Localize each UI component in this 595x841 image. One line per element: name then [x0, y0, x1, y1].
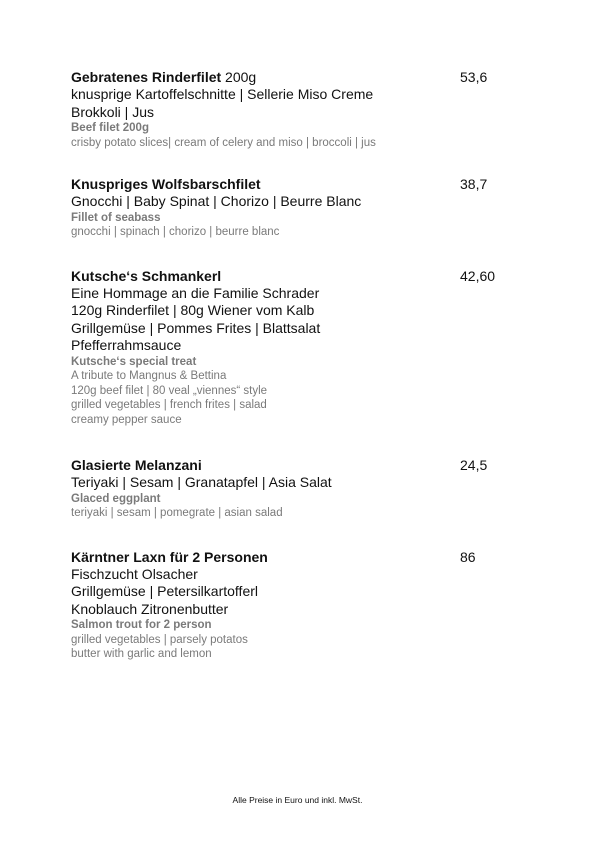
dish-name-en: Beef filet 200g [71, 122, 149, 134]
dish-description-de: 120g Rinderfilet | 80g Wiener vom Kalb [71, 302, 315, 318]
dish-description-en: A tribute to Mangnus & Bettina [71, 370, 227, 382]
dish-price: 86 [460, 548, 476, 565]
dish-description-de: Eine Hommage an die Familie Schrader [71, 284, 320, 301]
dish-item [71, 457, 531, 521]
dish-description-en: crisby potato slices| cream of celery and miso | broccoli | jus [71, 136, 376, 149]
dish-item [71, 176, 531, 240]
dish-description-en: grilled vegetables | french frites | salad [71, 399, 267, 411]
dish-description-en: butter with garlic and lemon [71, 648, 212, 660]
dish-description-de: knusprige Kartoffelschnitte | Sellerie Miso Creme [71, 86, 374, 102]
dish-price: 24,5 [460, 457, 488, 473]
dish-description-de: Gnocchi | Baby Spinat | Chorizo | Beurre Blanc [71, 193, 362, 209]
dish-price: 53,6 [460, 69, 488, 85]
dish-item [71, 69, 531, 150]
dish-description-en: grilled vegetables | parsely potatos [71, 633, 248, 646]
price-footnote: Alle Preise in Euro und inkl. MwSt. [232, 795, 363, 805]
dish-name-en: Glaced eggplant [71, 492, 161, 505]
dish-description-en: gnocchi | spinach | chorizo | beurre blanc [71, 226, 280, 238]
dish-name: Kärntner Laxn für 2 Personen [71, 548, 268, 565]
dish-description-de: Pfefferrahmsauce [71, 337, 182, 353]
dish-description-en: teriyaki | sesam | pomegrate | asian salad [71, 507, 283, 519]
dish-name-en: Kutsche‘s special treat [71, 355, 197, 368]
menu-list [71, 69, 531, 662]
dish-description-de: Grillgemüse | Pommes Frites | Blattsalat [71, 319, 321, 336]
dish-description-de: Grillgemüse | Petersilkartofferl [71, 583, 258, 599]
dish-description-en: 120g beef filet | 80 veal „viennes“ style [71, 384, 268, 397]
dish-description-de: Fischzucht Olsacher [71, 565, 198, 582]
dish-description-de: Knoblauch Zitronenbutter [71, 600, 229, 617]
dish-name: Gebratenes Rinderfilet [71, 69, 222, 85]
dish-description-de: Teriyaki | Sesam | Granatapfel | Asia Salat [71, 474, 332, 490]
dish-name: Glasierte Melanzani [71, 457, 202, 473]
dish-name-en: Salmon trout for 2 person [71, 619, 212, 631]
dish-item [71, 268, 531, 428]
dish-description-de: Brokkoli | Jus [71, 103, 154, 120]
dish-name: Knuspriges Wolfsbarschfilet [71, 176, 261, 192]
dish-description-en: creamy pepper sauce [71, 413, 182, 426]
dish-name: Kutsche‘s Schmankerl [71, 267, 222, 284]
dish-name-en: Fillet of seabass [71, 211, 161, 224]
dish-item [71, 549, 531, 662]
dish-price: 38,7 [460, 176, 488, 192]
dish-weight: 200g [221, 69, 257, 85]
dish-price: 42,60 [460, 267, 496, 284]
